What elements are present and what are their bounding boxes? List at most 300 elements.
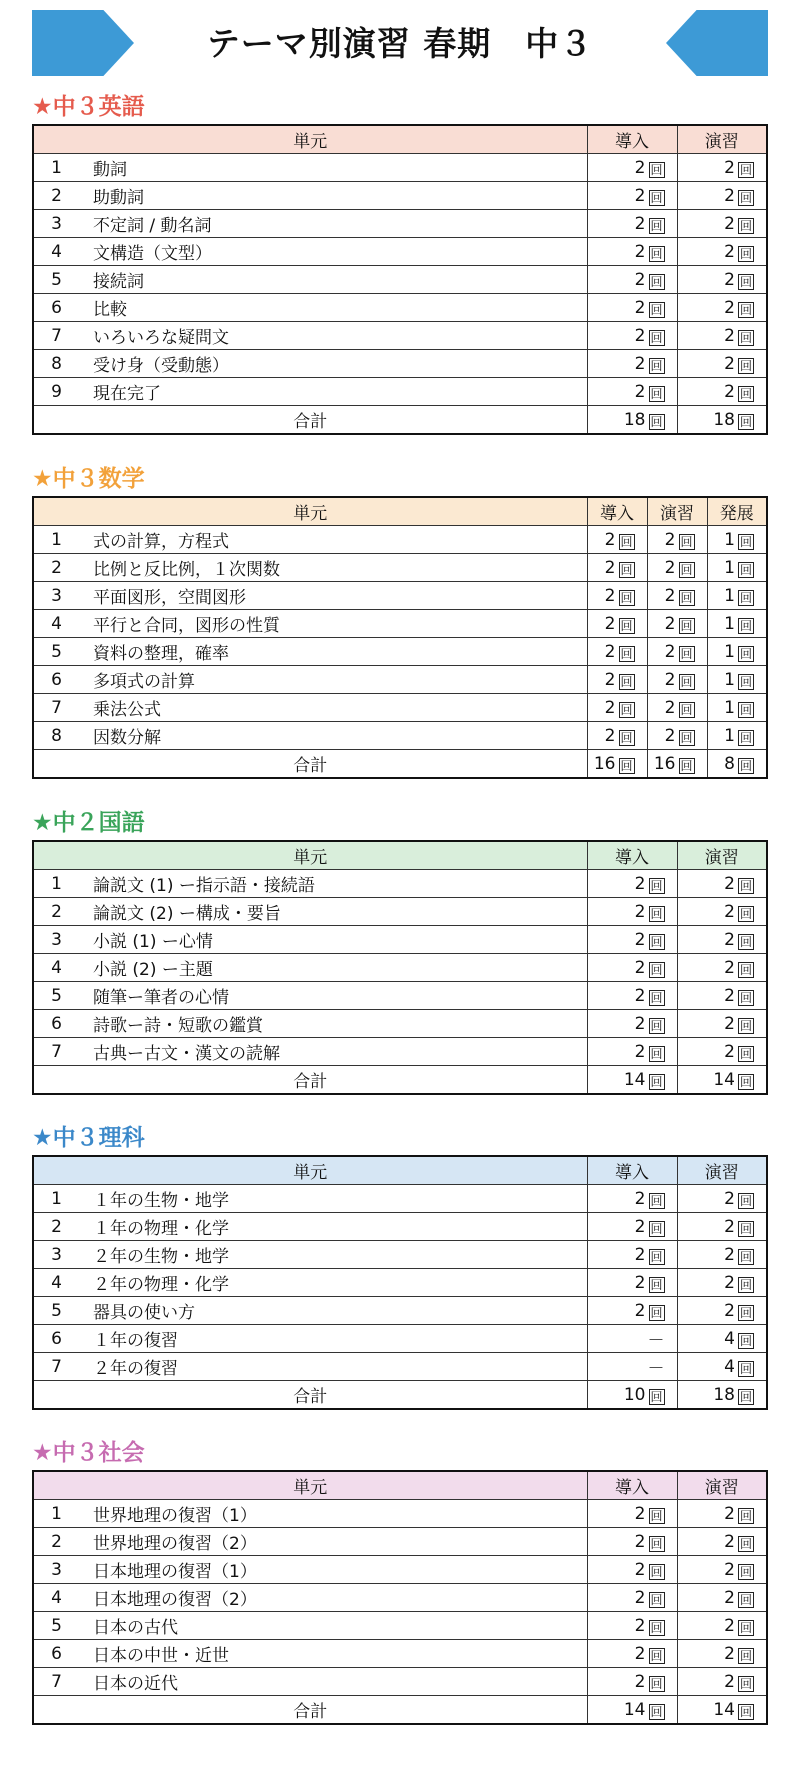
row-count [587, 210, 677, 238]
row-number: 2 [33, 1213, 79, 1241]
count-value: 2 [664, 585, 676, 606]
row-number: 4 [33, 1584, 79, 1612]
header-col: 発展 [707, 497, 767, 526]
header-col: 演習 [677, 1471, 767, 1500]
kai-mark: 回 [739, 878, 752, 893]
count-value: 2 [724, 929, 735, 950]
row-count [587, 266, 677, 294]
row-count [587, 554, 647, 582]
row-count [707, 582, 767, 610]
row-unit-name: 平面図形，空間図形 [79, 582, 587, 610]
table-row [33, 1612, 767, 1640]
table-row [33, 1584, 767, 1612]
count-value: 2 [634, 157, 646, 178]
count-value: 2 [724, 381, 735, 402]
row-count [677, 1500, 767, 1528]
count-value: 2 [724, 1244, 735, 1265]
row-unit-name: 平行と合同，図形の性質 [79, 610, 587, 638]
schedule-table [32, 1470, 768, 1725]
header-unit: 単元 [33, 841, 587, 870]
kai-mark: 回 [739, 1018, 752, 1033]
row-unit-name: 助動詞 [79, 182, 587, 210]
row-unit-name: 詩歌ー詩・短歌の鑑賞 [79, 1010, 587, 1038]
count-value: 2 [664, 529, 676, 550]
count-value: 2 [724, 1041, 735, 1062]
total-label: 合計 [33, 1381, 587, 1410]
row-count [647, 638, 707, 666]
row-count [587, 954, 677, 982]
row-count [677, 1668, 767, 1696]
header-unit: 単元 [33, 1471, 587, 1500]
kai-mark: 回 [739, 190, 752, 205]
total-value: 10 [623, 1384, 646, 1405]
count-value: 2 [724, 269, 735, 290]
row-number: 3 [33, 926, 79, 954]
count-value: 2 [724, 1013, 735, 1034]
row-count [677, 898, 767, 926]
kai-mark: 回 [739, 534, 752, 549]
count-value: 2 [724, 1587, 735, 1608]
row-unit-name: 日本の中世・近世 [79, 1640, 587, 1668]
table-row [33, 266, 767, 294]
row-count [587, 378, 677, 406]
table-header-row [33, 125, 767, 154]
row-unit-name: 日本地理の復習（1） [79, 1556, 587, 1584]
total-value: 14 [623, 1069, 646, 1090]
row-count [677, 1213, 767, 1241]
row-unit-name: 日本地理の復習（2） [79, 1584, 587, 1612]
section-title: ★中３数学 [32, 466, 145, 492]
total-count [587, 1696, 677, 1725]
kai-mark: 回 [650, 246, 663, 261]
kai-mark: 回 [739, 1620, 752, 1635]
row-count [587, 1269, 677, 1297]
math-section [32, 462, 768, 779]
header-col: 導入 [587, 1471, 677, 1500]
count-value: 2 [724, 1531, 735, 1552]
row-count [587, 1241, 677, 1269]
header-unit: 単元 [33, 125, 587, 154]
kai-mark: 回 [739, 1277, 752, 1292]
kai-mark: 回 [739, 1592, 752, 1607]
kai-mark: 回 [739, 934, 752, 949]
kai-mark: 回 [680, 730, 693, 745]
row-unit-name: 小説 (1) ー心情 [79, 926, 587, 954]
kai-mark: 回 [739, 1676, 752, 1691]
row-unit-name: 不定詞 / 動名詞 [79, 210, 587, 238]
table-row [33, 1213, 767, 1241]
count-value: － [647, 1359, 665, 1379]
row-unit-name: ２年の復習 [79, 1353, 587, 1381]
row-count [587, 926, 677, 954]
count-value: 2 [604, 529, 616, 550]
total-value: 14 [713, 1699, 735, 1720]
row-count [587, 1584, 677, 1612]
count-value: 2 [724, 297, 735, 318]
kai-mark: 回 [620, 590, 633, 605]
kai-mark: 回 [620, 646, 633, 661]
count-value: 2 [724, 873, 735, 894]
row-number: 2 [33, 554, 79, 582]
row-count [677, 1556, 767, 1584]
total-value: 18 [713, 409, 735, 430]
row-count [677, 926, 767, 954]
kai-mark: 回 [739, 386, 752, 401]
row-count [587, 322, 677, 350]
table-row [33, 954, 767, 982]
row-unit-name: １年の生物・地学 [79, 1185, 587, 1213]
row-unit-name: 式の計算，方程式 [79, 526, 587, 554]
table-row [33, 154, 767, 182]
row-number: 2 [33, 1528, 79, 1556]
kai-mark: 回 [739, 1536, 752, 1551]
kai-mark: 回 [739, 302, 752, 317]
kai-mark: 回 [650, 414, 663, 429]
kai-mark: 回 [739, 962, 752, 977]
row-unit-name: 世界地理の復習（2） [79, 1528, 587, 1556]
table-row [33, 182, 767, 210]
kai-mark: 回 [680, 590, 693, 605]
section-title: ★中２国語 [32, 810, 145, 836]
kai-mark: 回 [739, 990, 752, 1005]
row-count [677, 1584, 767, 1612]
table-row [33, 722, 767, 750]
row-count [677, 154, 767, 182]
row-count [587, 154, 677, 182]
row-number: 1 [33, 154, 79, 182]
kai-mark: 回 [739, 590, 752, 605]
kai-mark: 回 [739, 1193, 752, 1208]
kai-mark: 回 [739, 646, 752, 661]
count-value: 2 [724, 353, 735, 374]
count-value: 2 [634, 1671, 646, 1692]
count-value: 2 [634, 1188, 646, 1209]
kai-mark: 回 [650, 386, 663, 401]
count-value: 2 [664, 613, 676, 634]
kai-mark: 回 [650, 1536, 663, 1551]
table-row [33, 898, 767, 926]
row-count [677, 210, 767, 238]
row-count [677, 870, 767, 898]
count-value: 2 [634, 957, 646, 978]
row-count [677, 1640, 767, 1668]
row-count [677, 982, 767, 1010]
count-value: 2 [634, 1587, 646, 1608]
total-label: 合計 [33, 1696, 587, 1725]
row-unit-name: 小説 (2) ー主題 [79, 954, 587, 982]
kai-mark: 回 [650, 1620, 663, 1635]
row-count [587, 350, 677, 378]
count-value: 2 [634, 873, 646, 894]
count-value: 1 [724, 529, 735, 550]
kai-mark: 回 [739, 1564, 752, 1579]
count-value: 2 [634, 381, 646, 402]
row-unit-name: １年の物理・化学 [79, 1213, 587, 1241]
count-value: 2 [634, 213, 646, 234]
total-row [33, 750, 767, 779]
kai-mark: 回 [650, 1389, 663, 1404]
science-section [32, 1121, 768, 1410]
kai-mark: 回 [650, 1676, 663, 1691]
row-count [587, 526, 647, 554]
kai-mark: 回 [739, 730, 752, 745]
row-number: 2 [33, 898, 79, 926]
row-number: 7 [33, 1038, 79, 1066]
header-col: 導入 [587, 125, 677, 154]
row-unit-name: 動詞 [79, 154, 587, 182]
row-number: 8 [33, 350, 79, 378]
header-col: 演習 [677, 1156, 767, 1185]
table-row [33, 1528, 767, 1556]
kai-mark: 回 [650, 274, 663, 289]
kai-mark: 回 [739, 274, 752, 289]
row-unit-name: 文構造（文型） [79, 238, 587, 266]
count-value: 2 [724, 1216, 735, 1237]
row-count [707, 694, 767, 722]
table-row [33, 554, 767, 582]
kai-mark: 回 [650, 1564, 663, 1579]
kai-mark: 回 [650, 1018, 663, 1033]
row-count [587, 1213, 677, 1241]
table-row [33, 1325, 767, 1353]
count-value: 1 [724, 641, 735, 662]
count-value: 2 [604, 557, 616, 578]
total-count [587, 406, 677, 435]
total-count [647, 750, 707, 779]
count-value: 2 [724, 901, 735, 922]
row-count [587, 1038, 677, 1066]
kai-mark: 回 [650, 1648, 663, 1663]
row-count [587, 1668, 677, 1696]
table-row [33, 694, 767, 722]
count-value: 2 [724, 1559, 735, 1580]
row-count [647, 582, 707, 610]
kai-mark: 回 [739, 330, 752, 345]
count-value: 2 [604, 641, 616, 662]
count-value: 1 [724, 557, 735, 578]
count-value: 2 [634, 1643, 646, 1664]
row-unit-name: 論説文 (1) ー指示語・接続語 [79, 870, 587, 898]
row-number: 7 [33, 1668, 79, 1696]
kai-mark: 回 [620, 534, 633, 549]
count-value: 2 [604, 613, 616, 634]
row-unit-name: ２年の物理・化学 [79, 1269, 587, 1297]
row-count [587, 722, 647, 750]
row-unit-name: 比較 [79, 294, 587, 322]
total-value: 16 [653, 753, 676, 774]
count-value: 2 [724, 1671, 735, 1692]
row-number: 3 [33, 582, 79, 610]
total-count [677, 1066, 767, 1095]
table-row [33, 1185, 767, 1213]
kai-mark: 回 [650, 906, 663, 921]
row-count [647, 722, 707, 750]
kai-mark: 回 [739, 674, 752, 689]
count-value: 2 [634, 1272, 646, 1293]
count-value: 2 [634, 985, 646, 1006]
header-col: 演習 [677, 125, 767, 154]
row-count [707, 638, 767, 666]
count-value: 1 [724, 669, 735, 690]
table-row [33, 1269, 767, 1297]
count-value: 1 [724, 725, 735, 746]
kai-mark: 回 [739, 1333, 752, 1348]
row-count [587, 610, 647, 638]
row-count [587, 1640, 677, 1668]
count-value: 2 [634, 1300, 646, 1321]
row-count [647, 554, 707, 582]
kai-mark: 回 [650, 1074, 663, 1089]
kai-mark: 回 [650, 962, 663, 977]
kai-mark: 回 [620, 758, 633, 773]
count-value: 4 [724, 1356, 735, 1377]
table-header-row [33, 497, 767, 526]
table-row [33, 582, 767, 610]
table-header-row [33, 1156, 767, 1185]
header-col: 演習 [677, 841, 767, 870]
row-count [677, 954, 767, 982]
table-row [33, 666, 767, 694]
schedule-table [32, 496, 768, 779]
row-count [647, 526, 707, 554]
schedule-table [32, 840, 768, 1095]
count-value: 2 [634, 1041, 646, 1062]
count-value: 2 [724, 985, 735, 1006]
schedule-table [32, 124, 768, 435]
count-value: 1 [724, 613, 735, 634]
kai-mark: 回 [680, 562, 693, 577]
total-label: 合計 [33, 406, 587, 435]
row-number: 3 [33, 1241, 79, 1269]
row-number: 4 [33, 610, 79, 638]
row-unit-name: 日本の近代 [79, 1668, 587, 1696]
kai-mark: 回 [739, 162, 752, 177]
count-value: 2 [724, 1188, 735, 1209]
count-value: 2 [634, 353, 646, 374]
row-count [677, 1612, 767, 1640]
row-unit-name: 比例と反比例，１次関数 [79, 554, 587, 582]
row-number: 3 [33, 1556, 79, 1584]
row-number: 1 [33, 526, 79, 554]
total-count [587, 1381, 677, 1410]
table-row [33, 1500, 767, 1528]
kai-mark: 回 [739, 758, 752, 773]
row-number: 2 [33, 182, 79, 210]
kai-mark: 回 [620, 730, 633, 745]
total-count [677, 1381, 767, 1410]
row-number: 8 [33, 722, 79, 750]
row-count [707, 666, 767, 694]
table-row [33, 610, 767, 638]
kai-mark: 回 [650, 1305, 663, 1320]
count-value: 2 [634, 1559, 646, 1580]
row-count [707, 610, 767, 638]
count-value: 2 [724, 1272, 735, 1293]
kai-mark: 回 [650, 358, 663, 373]
section-title: ★中３社会 [32, 1440, 145, 1466]
header-col: 導入 [587, 497, 647, 526]
row-count [587, 982, 677, 1010]
kai-mark: 回 [739, 1074, 752, 1089]
row-count [677, 378, 767, 406]
table-row [33, 526, 767, 554]
kai-mark: 回 [650, 190, 663, 205]
kai-mark: 回 [739, 1508, 752, 1523]
count-value: 2 [664, 697, 676, 718]
table-row [33, 1241, 767, 1269]
kai-mark: 回 [739, 906, 752, 921]
count-value: 2 [724, 325, 735, 346]
table-row [33, 982, 767, 1010]
kai-mark: 回 [739, 1305, 752, 1320]
total-value: 14 [623, 1699, 646, 1720]
row-count [677, 322, 767, 350]
table-row [33, 210, 767, 238]
row-count [707, 526, 767, 554]
japanese-section [32, 806, 768, 1095]
row-unit-name: 現在完了 [79, 378, 587, 406]
count-value: 2 [634, 901, 646, 922]
row-count [677, 238, 767, 266]
count-value: 2 [724, 957, 735, 978]
total-count [587, 750, 647, 779]
kai-mark: 回 [650, 1046, 663, 1061]
count-value: 2 [634, 1244, 646, 1265]
table-row [33, 1556, 767, 1584]
table-row [33, 926, 767, 954]
row-count [587, 238, 677, 266]
row-count [677, 1010, 767, 1038]
kai-mark: 回 [739, 1249, 752, 1264]
total-row [33, 1381, 767, 1410]
row-count [587, 898, 677, 926]
schedule-table [32, 1155, 768, 1410]
row-number: 6 [33, 1010, 79, 1038]
kai-mark: 回 [650, 1249, 663, 1264]
kai-mark: 回 [739, 702, 752, 717]
count-value: 2 [724, 213, 735, 234]
table-row [33, 294, 767, 322]
count-value: 1 [724, 697, 735, 718]
row-number: 4 [33, 954, 79, 982]
table-row [33, 638, 767, 666]
count-value: 2 [634, 1615, 646, 1636]
count-value: － [647, 1331, 665, 1351]
count-value: 2 [724, 1615, 735, 1636]
kai-mark: 回 [650, 990, 663, 1005]
kai-mark: 回 [650, 330, 663, 345]
total-label: 合計 [33, 1066, 587, 1095]
table-row [33, 378, 767, 406]
row-number: 6 [33, 666, 79, 694]
row-unit-name: いろいろな疑問文 [79, 322, 587, 350]
row-number: 5 [33, 638, 79, 666]
row-count [587, 1500, 677, 1528]
total-count [587, 1066, 677, 1095]
row-number: 5 [33, 266, 79, 294]
kai-mark: 回 [739, 414, 752, 429]
page-title: テーマ別演習 春期 中３ [206, 24, 594, 63]
row-count [647, 666, 707, 694]
row-count [677, 182, 767, 210]
section-title: ★中３英語 [32, 94, 145, 120]
row-unit-name: 世界地理の復習（1） [79, 1500, 587, 1528]
row-number: 6 [33, 1325, 79, 1353]
count-value: 2 [604, 697, 616, 718]
table-header-row [33, 841, 767, 870]
row-count [587, 582, 647, 610]
row-unit-name: 接続詞 [79, 266, 587, 294]
